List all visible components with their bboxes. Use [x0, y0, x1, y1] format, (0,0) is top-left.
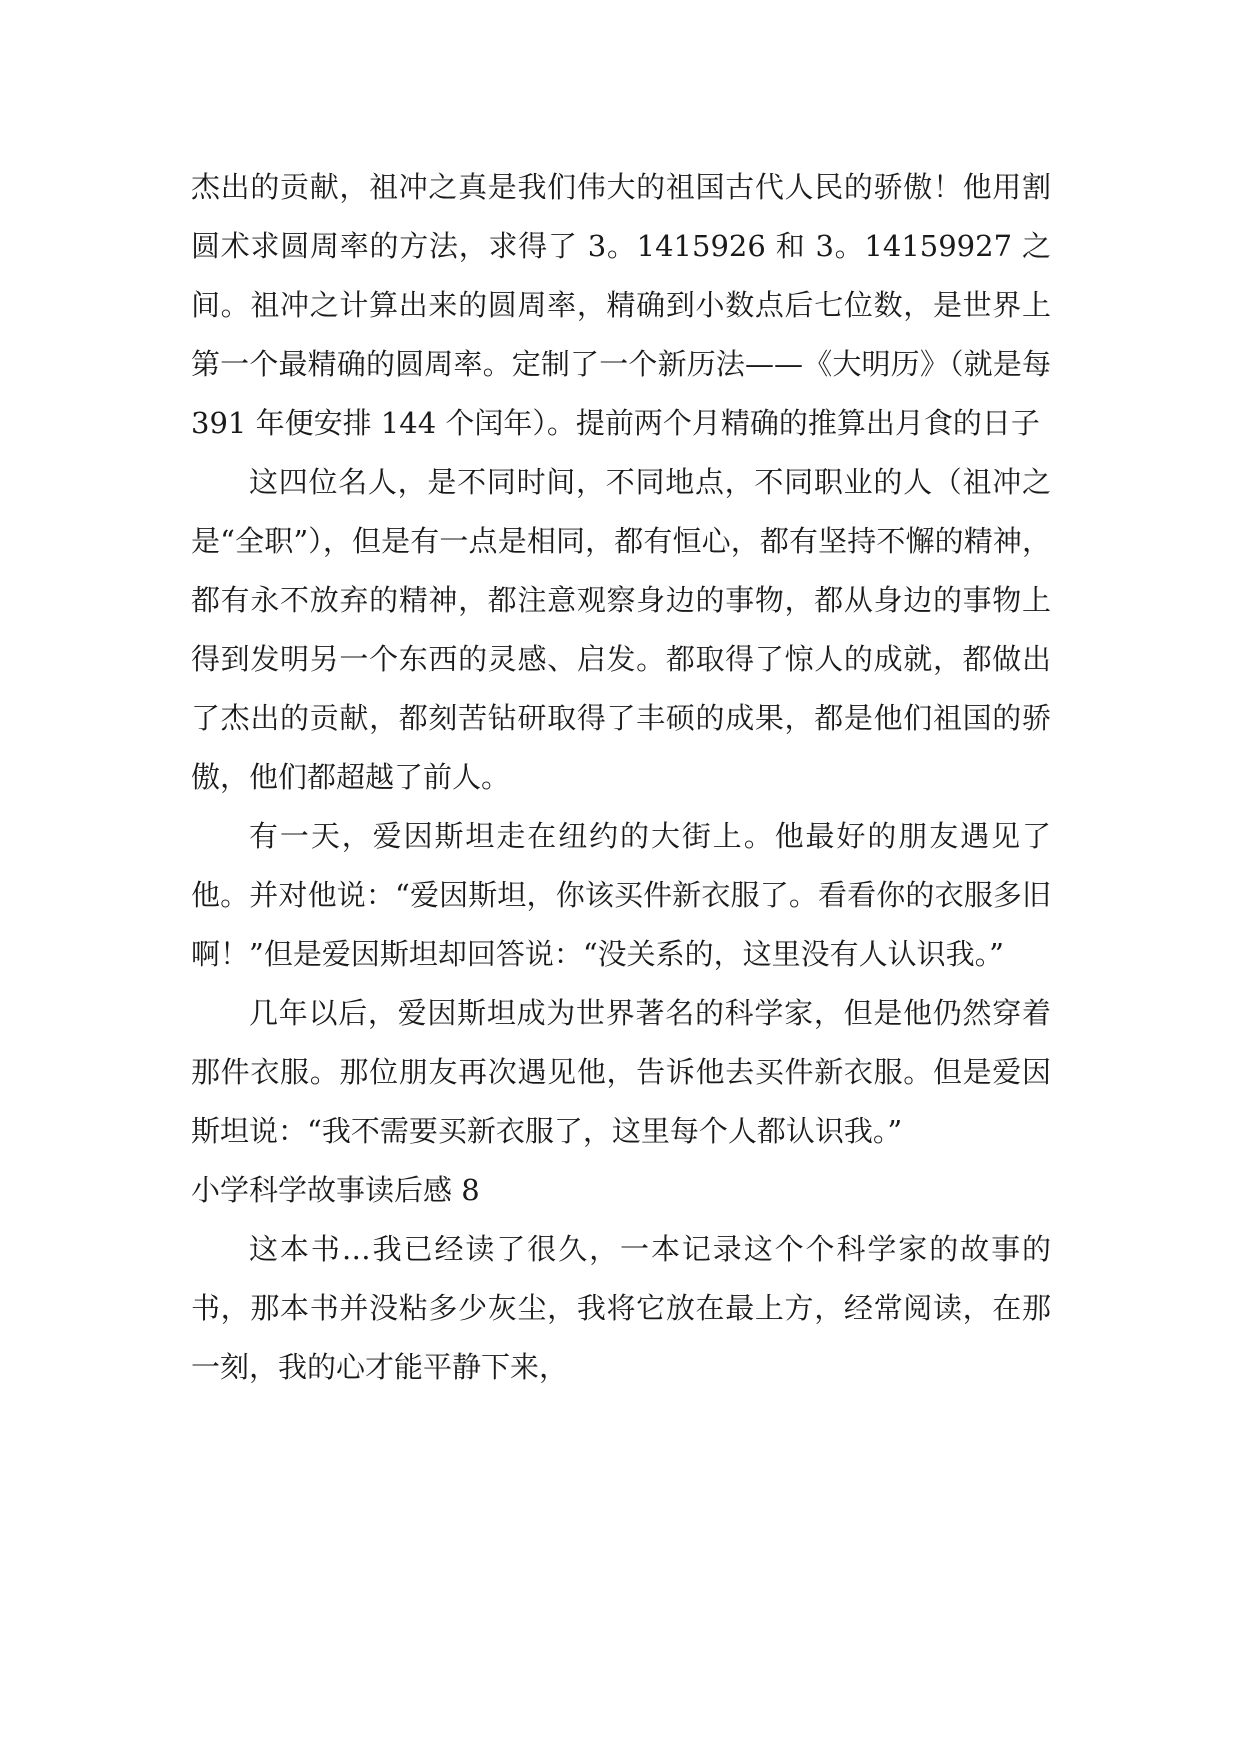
paragraph-this-book: 这本书…我已经读了很久，一本记录这个个科学家的故事的书，那本书并没粘多少灰尘，我将它放在最上方，经常阅读，在那一刻，我的心才能平静下来， — [191, 1232, 1051, 1384]
paragraph-einstein-new-york: 有一天，爱因斯坦走在纽约的大街上。他最好的朋友遇见了他。并对他说：“爱因斯坦，你该买件新衣服了。看看你的衣服多旧啊！”但是爱因斯坦却回答说：“没关系的，这里没有人认识我。” — [191, 819, 1051, 971]
document-body — [191, 158, 1051, 1397]
paragraph-continuation: 杰出的贡献，祖冲之真是我们伟大的祖国古代人民的骄傲！他用割圆术求圆周率的方法，求得了 3。1415926 和 3。14159927 之间。祖冲之计算出来的圆周率，精确到小数点后七位数，是世界上第一个最精确的圆周率。定制了一个新历法——《大明历》（就是每 391 年便安排 144 个闰年）。提前两个月精确的推算出月食的日子 — [191, 170, 1051, 440]
paragraph-einstein-years-later: 几年以后，爱因斯坦成为世界著名的科学家，但是他仍然穿着那件衣服。那位朋友再次遇见他，告诉他去买件新衣服。但是爱因斯坦说：“我不需要买新衣服了，这里每个人都认识我。” — [191, 996, 1051, 1148]
paragraph-four-famous-people: 这四位名人，是不同时间，不同地点，不同职业的人（祖冲之是“全职”），但是有一点是相同，都有恒心，都有坚持不懈的精神，都有永不放弃的精神，都注意观察身边的事物，都从身边的事物上得到发明另一个东西的灵感、启发。都取得了惊人的成就，都做出了杰出的贡献，都刻苦钻研取得了丰硕的成果，都是他们祖国的骄傲，他们都超越了前人。 — [191, 465, 1051, 794]
section-title: 小学科学故事读后感 8 — [191, 1173, 480, 1207]
